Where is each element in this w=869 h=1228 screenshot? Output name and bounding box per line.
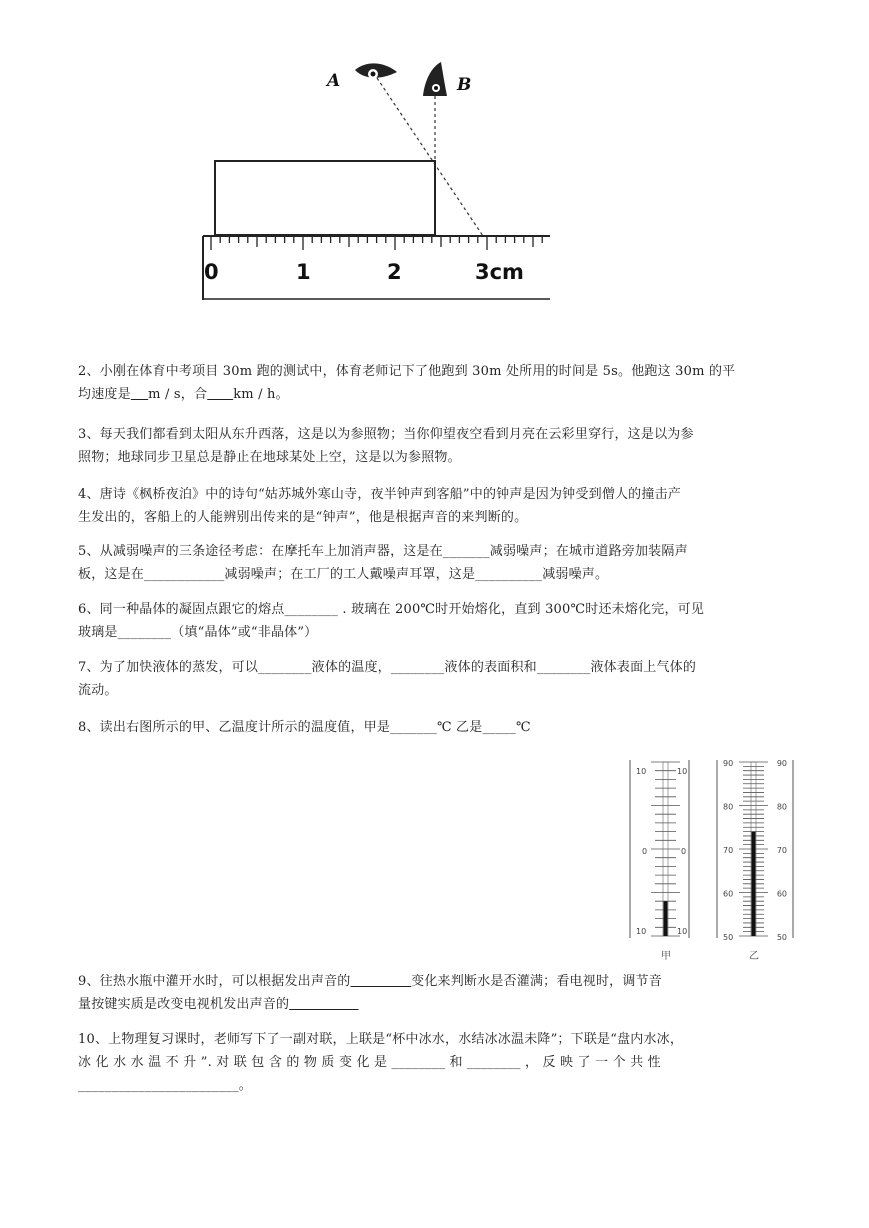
scale-label: 10 — [677, 767, 688, 776]
scale-label: 70 — [776, 846, 787, 855]
scale-label: 10 — [677, 927, 688, 936]
scale-label: 10 — [636, 927, 647, 936]
question-9-line-2 — [78, 993, 794, 1016]
question-10 — [78, 1028, 794, 1097]
thermometer-jia — [630, 760, 689, 962]
answer-blank — [350, 974, 411, 989]
question-text: 9、往热水瓶中灌开水时，可以根据发出声音的 — [78, 974, 351, 989]
eye-icon — [423, 62, 447, 96]
question-10-line-2: 冰 化 水 水 温 不 升 ”. 对 联 包 含 的 物 质 变 化 是 ________ 和 ________ ， 反 映 了 一 个 共 性 — [78, 1055, 661, 1070]
scale-label: 50 — [723, 933, 734, 942]
thermometer-name: 甲 — [661, 951, 671, 962]
answer-blank — [207, 387, 233, 402]
answer-blank — [289, 997, 358, 1012]
question-text: 变化来判断水是否灌满；看电视时，调节音 — [411, 974, 662, 989]
scale-label: 70 — [723, 846, 734, 855]
thermometer-yi — [717, 759, 793, 962]
question-8-line-1: 8、读出右图所示的甲、乙温度计所示的温度值，甲是_______℃ 乙是_____℃ — [78, 720, 531, 735]
tick-label: 3cm — [475, 260, 524, 284]
scale-label: 0 — [681, 847, 687, 856]
scale-label: 80 — [776, 802, 787, 812]
question-text: 均速度是 — [78, 387, 131, 402]
question-10-line-1: 10、上物理复习课时，老师写下了一副对联，上联是“杯中冰水，水结冰冰温未降”；下联是“盘内水冰， — [78, 1032, 684, 1047]
question-2-line-2 — [78, 383, 794, 406]
scale-label: 90 — [776, 759, 787, 768]
observer-b-label: B — [457, 75, 472, 95]
thermometer-figure — [625, 756, 800, 966]
observer-a-label: A — [327, 71, 341, 91]
ruler — [203, 236, 550, 300]
question-4-line-1: 4、唐诗《枫桥夜泊》中的诗句“姑苏城外寒山寺，夜半钟声到客船”中的钟声是因为钟受到僧人的撞击产 — [78, 487, 681, 502]
question-8 — [78, 716, 794, 739]
scale-label: 60 — [723, 889, 734, 899]
question-9 — [78, 970, 794, 1016]
question-text: 量按键实质是改变电视机发出声音的 — [78, 997, 290, 1012]
question-6 — [78, 598, 794, 644]
question-2-line-1: 2、小刚在体育中考项目 30m 跑的测试中，体育老师记下了他跑到 30m 处所用的时间是 5s。他跑这 30m 的平 — [78, 364, 736, 379]
ruler-figure — [195, 48, 560, 308]
answer-blank — [131, 387, 148, 402]
mercury-column — [664, 901, 668, 936]
question-3 — [78, 423, 794, 469]
tick-label: 1 — [296, 260, 311, 284]
question-7-line-1: 7、为了加快液体的蒸发，可以________液体的温度，________液体的表面积和________液体表面上气体的 — [78, 660, 697, 675]
tick-label: 2 — [387, 260, 402, 284]
scale-label: 0 — [642, 847, 648, 856]
mercury-column — [752, 832, 756, 936]
question-text: km / h。 — [233, 387, 289, 402]
question-2 — [78, 360, 794, 406]
question-7 — [78, 656, 794, 702]
question-3-line-1: 3、每天我们都看到太阳从东升西落，这是以为参照物；当你仰望夜空看到月亮在云彩里穿行，这是以为参 — [78, 427, 694, 442]
question-4-line-2: 生发出的，客船上的人能辨别出传来的是“钟声”，他是根据声音的来判断的。 — [78, 510, 528, 525]
scale-label: 80 — [723, 802, 734, 812]
question-4 — [78, 483, 794, 529]
thermometer-name: 乙 — [749, 951, 759, 962]
question-6-line-1: 6、同一种晶体的凝固点跟它的熔点________ . 玻璃在 200℃时开始熔化，直到 300℃时还未熔化完，可见 — [78, 602, 705, 617]
question-7-line-2: 流动。 — [78, 683, 118, 698]
eye-icon — [355, 63, 397, 79]
scale-label: 60 — [776, 889, 787, 899]
question-5-line-1: 5、从减弱噪声的三条途径考虑：在摩托车上加消声器，这是在_______减弱噪声；在城市道路旁加装隔声 — [78, 544, 688, 559]
scale-label: 90 — [723, 759, 734, 768]
question-10-line-3: ________________________。 — [78, 1078, 252, 1093]
scale-label: 10 — [636, 767, 647, 776]
question-5 — [78, 540, 794, 586]
scale-label: 50 — [776, 933, 787, 942]
question-5-line-2: 板，这是在____________减弱噪声；在工厂的工人戴噪声耳罩，这是__________减弱噪声。 — [78, 567, 609, 582]
question-9-line-1 — [78, 970, 794, 993]
question-6-line-2: 玻璃是________（填“晶体”或“非晶体”） — [78, 625, 318, 640]
tick-label: 0 — [204, 260, 219, 284]
question-text: m / s，合 — [148, 387, 208, 402]
measured-block — [215, 161, 435, 235]
question-3-line-2: 照物；地球同步卫星总是静止在地球某处上空，这是以为参照物。 — [78, 450, 461, 465]
